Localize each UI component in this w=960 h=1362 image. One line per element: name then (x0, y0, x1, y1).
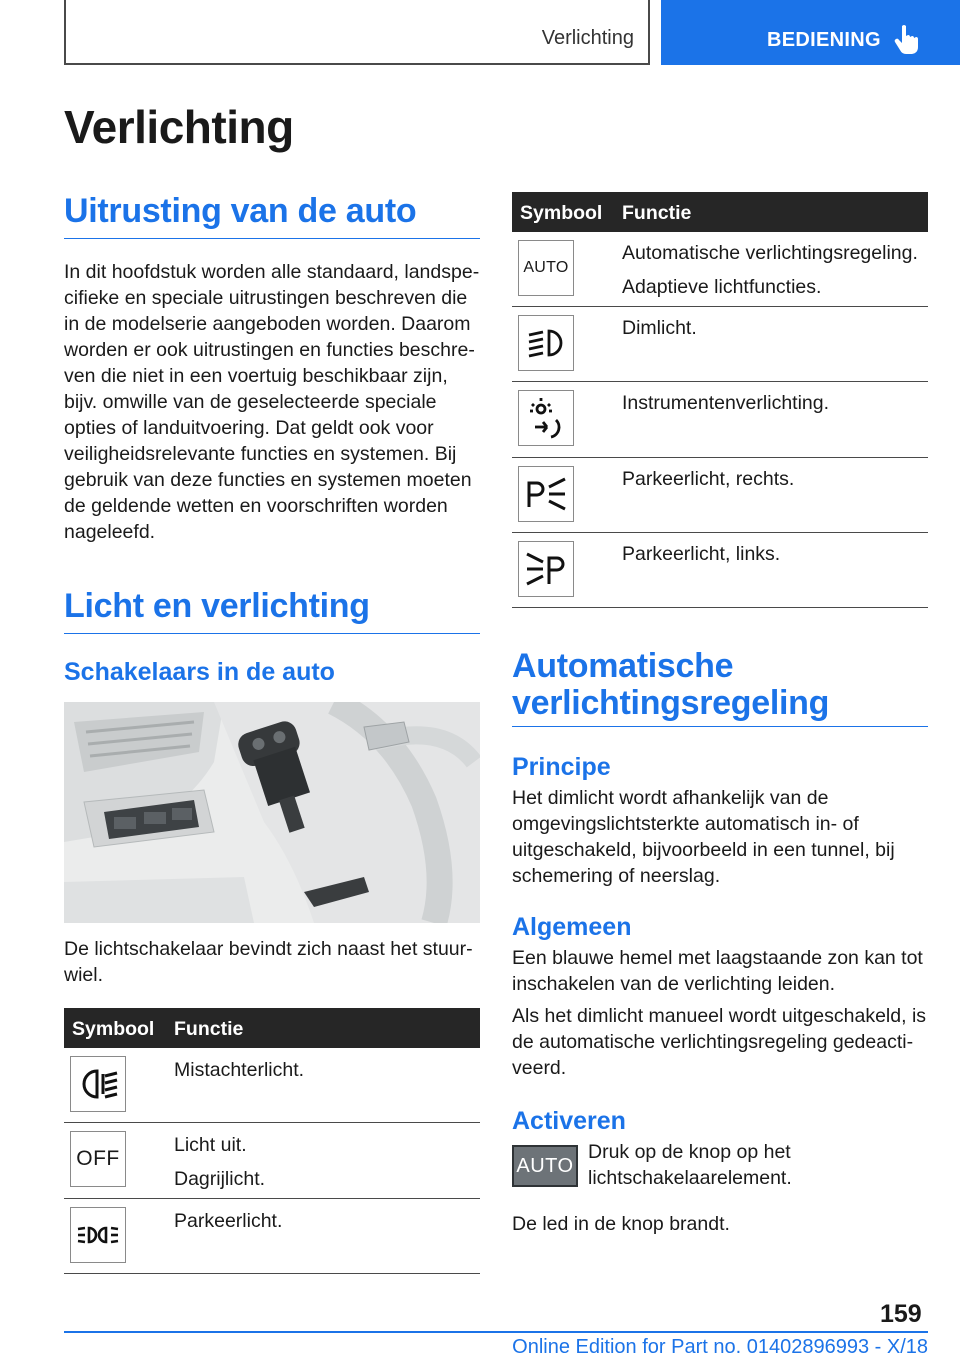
parking-light-left-icon (518, 541, 574, 597)
activate-paragraph: Druk op de knop op het lichtschakelaarelement. (588, 1141, 792, 1189)
table-row (64, 1199, 480, 1274)
row-function: Instrumentenverlichting. (622, 392, 830, 414)
column-function: Functie (174, 1018, 244, 1040)
tab-bediening[interactable] (661, 0, 960, 65)
photo-caption: De lichtschakelaar bevindt zich naast het stuurwiel. (64, 938, 473, 986)
row-function: Parkeerlicht, rechts. (622, 468, 795, 490)
table-row (64, 1048, 480, 1123)
off-icon: OFF (70, 1131, 126, 1187)
table-row (512, 232, 928, 307)
rear-fog-light-icon (70, 1056, 126, 1112)
header-section-box (64, 0, 650, 65)
tab-bediening-label: BEDIENING (767, 29, 881, 51)
light-switch-photo (64, 702, 480, 923)
row-function: Parkeerlicht. (174, 1210, 283, 1232)
activate-block (512, 1143, 928, 1205)
dashboard-illustration (64, 702, 480, 923)
heading-switches: Schakelaars in de auto (64, 658, 335, 686)
table-row (512, 382, 928, 458)
table-row (512, 458, 928, 533)
heading-automatic-lighting: Automatische verlichtingsregeling (512, 648, 928, 727)
left-symbol-table (64, 1008, 480, 1274)
parking-light-right-icon (518, 466, 574, 522)
column-function: Functie (622, 202, 692, 224)
header-section-title: Verlichting (541, 27, 634, 49)
equipment-paragraph: In dit hoofdstuk worden alle standaard, landspecifieke en speciale uitrustingen beschreven die in de modelserie aangeboden worden. Daarom worden er ook uitrustingen en functies beschreven die niet in een voertuig beschikbaar zijn, bijv. omwille van de geselecteerde speciale opties of landuitvoering. Dat geldt ook voor veiligheidsrelevante functies en systemen. Bij gebruik van deze functies en systemen moeten de geldende wetten en voorschriften worden nageleefd. (64, 261, 480, 543)
right-column (512, 192, 928, 1237)
table-header (64, 1008, 480, 1048)
heading-equipment: Uitrusting van de auto (64, 190, 480, 239)
auto-icon: AUTO (518, 240, 574, 296)
parking-light-icon (70, 1207, 126, 1263)
heading-general: Algemeen (512, 913, 632, 941)
column-symbol: Symbool (72, 1018, 155, 1040)
low-beam-icon (518, 315, 574, 371)
row-function: Dimlicht. (622, 317, 697, 339)
auto-button[interactable]: AUTO (512, 1145, 578, 1187)
footer-edition: Online Edition for Part no. 01402896993 - X/18 (512, 1336, 928, 1358)
table-header (512, 192, 928, 232)
page-title: Verlichting (64, 101, 294, 153)
table-row (512, 533, 928, 608)
row-function: Parkeerlicht, links. (622, 543, 781, 565)
general-paragraph-2: Als het dimlicht manueel wordt uitgeschakeld, is de automatische verlichtingsregeling gedeactiveerd. (512, 1005, 927, 1079)
table-row (64, 1123, 480, 1199)
pointing-hand-icon (894, 24, 920, 56)
column-symbol: Symbool (520, 202, 603, 224)
instrument-lighting-icon (518, 390, 574, 446)
page-number: 159 (880, 1300, 922, 1328)
principle-paragraph: Het dimlicht wordt afhankelijk van de omgevingslichtsterkte automatisch in- of uitgeschakeld, bijvoorbeeld in een tunnel, bij schemering of neerslag. (512, 787, 895, 887)
left-column (64, 190, 480, 1274)
row-function: Automatische verlichtingsregeling. Adaptieve lichtfuncties. (622, 242, 918, 298)
row-function: Licht uit. Dagrijlicht. (174, 1134, 266, 1190)
general-paragraph-1: Een blauwe hemel met laagstaande zon kan tot inschakelen van de verlichting leiden. (512, 947, 923, 995)
heading-activate: Activeren (512, 1107, 626, 1135)
footer-divider (64, 1331, 928, 1333)
right-symbol-table (512, 192, 928, 608)
table-row (512, 307, 928, 382)
heading-principle: Principe (512, 753, 611, 781)
heading-lights: Licht en verlichting (64, 585, 480, 634)
led-paragraph: De led in de knop brandt. (512, 1213, 730, 1235)
row-function: Mistachterlicht. (174, 1059, 305, 1081)
